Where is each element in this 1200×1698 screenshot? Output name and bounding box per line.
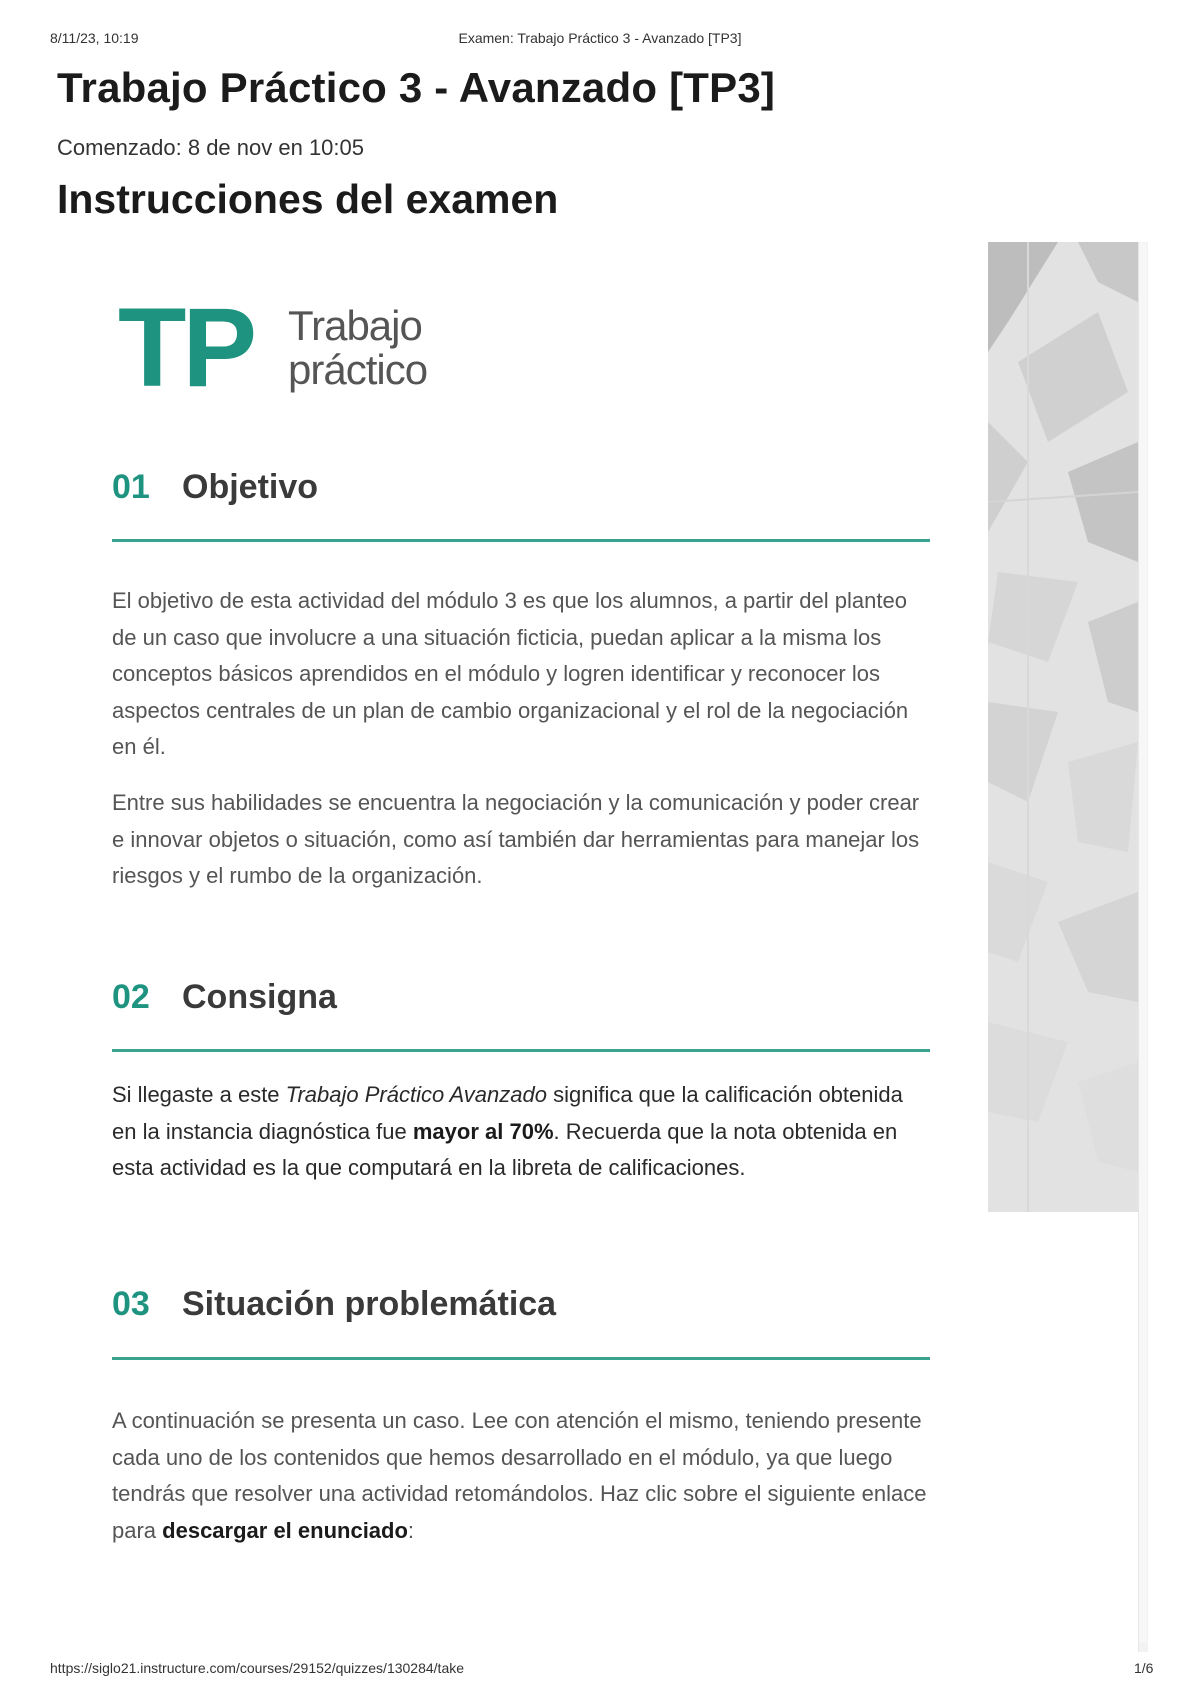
italic-text: Trabajo Práctico Avanzado — [285, 1082, 547, 1107]
logo-words — [288, 304, 427, 392]
text-run: Si llegaste a este — [112, 1082, 286, 1107]
instructions-heading: Instrucciones del examen — [57, 176, 559, 222]
started-timestamp: Comenzado: 8 de nov en 10:05 — [57, 135, 365, 160]
print-date: 8/11/23, 10:19 — [50, 30, 139, 46]
section-objetivo-heading — [112, 468, 318, 507]
decorative-architecture-image — [988, 242, 1138, 1212]
objetivo-paragraph-1: El objetivo de esta actividad del módulo 3 es que los alumnos, a partir del planteo de un caso que involucre a una situación ficticia, puedan aplicar a la misma los conceptos básicos aprendidos en el módulo y logren identificar y reconocer los aspectos centrales de un plan de cambio organizacional y el rol de la negociación en él. — [112, 588, 909, 759]
logo-letters: TP — [118, 285, 254, 410]
text-run: : — [407, 1517, 415, 1543]
logo-word-2: práctico — [288, 346, 428, 393]
section-number: 02 — [112, 978, 150, 1016]
scrollbar-thumb[interactable] — [1139, 243, 1147, 1643]
section-title: Consigna — [182, 978, 337, 1016]
section-divider — [112, 539, 930, 542]
section-divider — [112, 1049, 930, 1052]
objetivo-paragraph-2: Entre sus habilidades se encuentra la negociación y la comunicación y poder crear e innovar objetos o situación, como así también dar herramientas para manejar los riesgos y el rumbo de la organización. — [112, 790, 920, 888]
text-run: . Recuerda que la nota obtenida en esta actividad es la que computará en la libreta de calificaciones. — [112, 1118, 898, 1180]
section-title: Objetivo — [182, 468, 319, 506]
section-number: 01 — [112, 468, 150, 506]
consigna-paragraph — [112, 1077, 932, 1187]
print-doc-title: Examen: Trabajo Práctico 3 - Avanzado [TP3] — [458, 30, 742, 46]
page-title: Trabajo Práctico 3 - Avanzado [TP3] — [57, 64, 776, 111]
print-header — [0, 30, 1200, 50]
download-statement-link[interactable]: descargar el enunciado — [162, 1517, 408, 1543]
page-number: 1/6 — [1134, 1660, 1154, 1676]
print-footer — [0, 1660, 1200, 1680]
section-title: Situación problemática — [182, 1285, 557, 1323]
text-run: significa que la calificación obtenida en la instancia diagnóstica fue — [112, 1082, 903, 1144]
logo-word-1: Trabajo — [288, 302, 422, 349]
section-consigna-heading — [112, 978, 337, 1017]
section-number: 03 — [112, 1285, 150, 1323]
page-url: https://siglo21.instructure.com/courses/29152/quizzes/130284/take — [50, 1660, 465, 1676]
situacion-paragraph — [112, 1403, 932, 1549]
bold-text: mayor al 70% — [412, 1118, 554, 1144]
section-situacion-heading — [112, 1285, 556, 1324]
tp-logo — [118, 285, 458, 410]
text-run: A continuación se presenta un caso. Lee con atención el mismo, teniendo presente cada uno de los contenidos que hemos desarrollado en el módulo, ya que luego tendrás que resolver una actividad retomándolos. Haz clic sobre el siguiente enlace para — [112, 1408, 927, 1543]
section-divider — [112, 1357, 930, 1360]
